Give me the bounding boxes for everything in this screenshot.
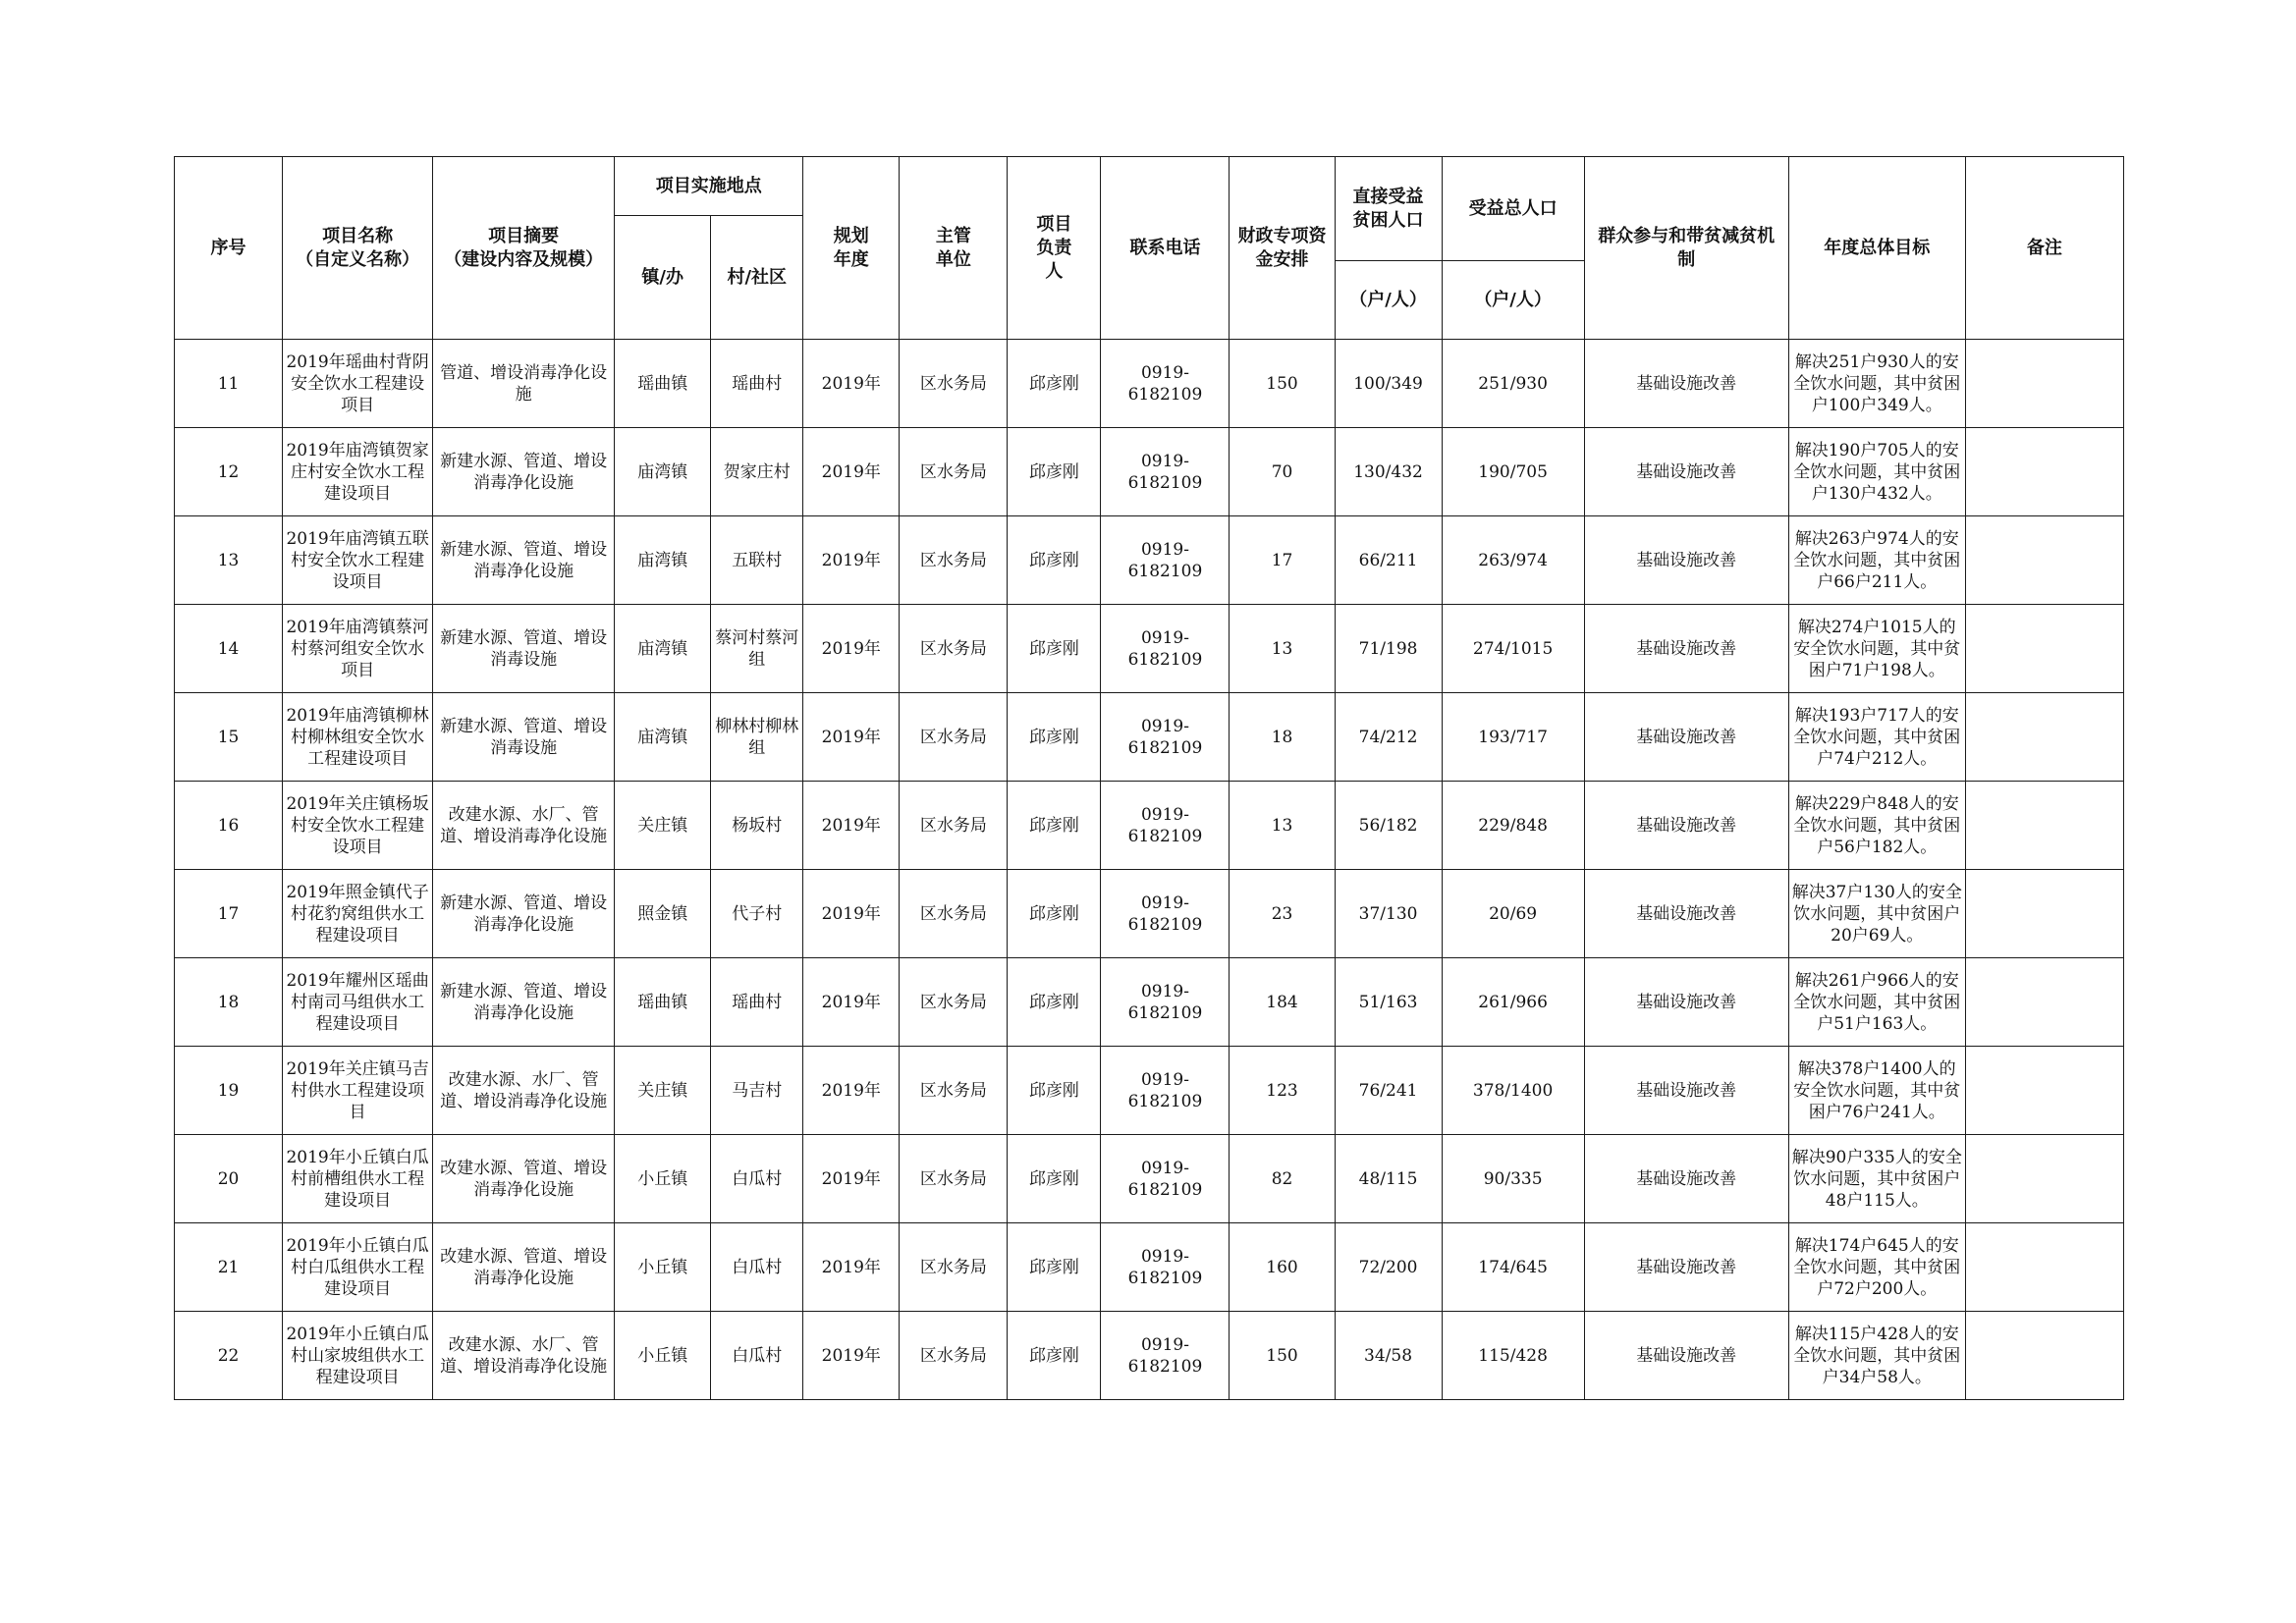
cell-total-pop: 251/930 [1442,340,1584,428]
cell-remark [1965,1047,2123,1135]
cell-phone: 0919-6182109 [1101,782,1230,870]
cell-summary: 新建水源、管道、增设消毒净化设施 [433,516,615,605]
cell-total-pop: 229/848 [1442,782,1584,870]
cell-phone: 0919-6182109 [1101,605,1230,693]
cell-mechanism: 基础设施改善 [1584,1312,1788,1400]
cell-mechanism: 基础设施改善 [1584,428,1788,516]
cell-town: 小丘镇 [615,1223,711,1312]
header-total-pop: 受益总人口 [1442,157,1584,261]
cell-mechanism: 基础设施改善 [1584,782,1788,870]
cell-person: 邱彦刚 [1008,782,1101,870]
cell-name: 2019年关庄镇杨坂村安全饮水工程建设项目 [283,782,433,870]
cell-poor-pop: 130/432 [1335,428,1442,516]
cell-person: 邱彦刚 [1008,516,1101,605]
cell-goal: 解决193户717人的安全饮水问题，其中贫困户74户212人。 [1788,693,1965,782]
cell-summary: 新建水源、管道、增设消毒设施 [433,605,615,693]
cell-year: 2019年 [803,693,900,782]
cell-mechanism: 基础设施改善 [1584,340,1788,428]
cell-phone: 0919-6182109 [1101,693,1230,782]
cell-funds: 70 [1230,428,1335,516]
cell-total-pop: 263/974 [1442,516,1584,605]
cell-funds: 13 [1230,782,1335,870]
cell-year: 2019年 [803,958,900,1047]
header-village: 村/社区 [711,216,803,340]
cell-funds: 17 [1230,516,1335,605]
header-poor-unit: （户/人） [1335,261,1442,340]
cell-poor-pop: 48/115 [1335,1135,1442,1223]
cell-remark [1965,1223,2123,1312]
cell-name: 2019年小丘镇白瓜村山家坡组供水工程建设项目 [283,1312,433,1400]
cell-person: 邱彦刚 [1008,428,1101,516]
cell-poor-pop: 76/241 [1335,1047,1442,1135]
cell-town: 瑶曲镇 [615,958,711,1047]
cell-poor-pop: 74/212 [1335,693,1442,782]
cell-funds: 160 [1230,1223,1335,1312]
cell-mechanism: 基础设施改善 [1584,605,1788,693]
cell-remark [1965,1135,2123,1223]
cell-poor-pop: 37/130 [1335,870,1442,958]
table-body [175,340,2124,1400]
cell-summary: 新建水源、管道、增设消毒净化设施 [433,958,615,1047]
cell-phone: 0919-6182109 [1101,1312,1230,1400]
cell-name: 2019年照金镇代子村花豹窝组供水工程建设项目 [283,870,433,958]
cell-unit: 区水务局 [900,340,1008,428]
cell-year: 2019年 [803,428,900,516]
cell-village: 杨坂村 [711,782,803,870]
table-row [175,958,2124,1047]
cell-poor-pop: 66/211 [1335,516,1442,605]
cell-phone: 0919-6182109 [1101,340,1230,428]
header-unit: 主管 单位 [900,157,1008,340]
cell-mechanism: 基础设施改善 [1584,1223,1788,1312]
cell-poor-pop: 56/182 [1335,782,1442,870]
cell-goal: 解决115户428人的安全饮水问题，其中贫困户34户58人。 [1788,1312,1965,1400]
cell-town: 庙湾镇 [615,516,711,605]
cell-seq: 12 [175,428,283,516]
cell-name: 2019年耀州区瑶曲村南司马组供水工程建设项目 [283,958,433,1047]
cell-remark [1965,340,2123,428]
cell-funds: 13 [1230,605,1335,693]
cell-seq: 16 [175,782,283,870]
cell-poor-pop: 51/163 [1335,958,1442,1047]
cell-goal: 解决263户974人的安全饮水问题，其中贫困户66户211人。 [1788,516,1965,605]
cell-unit: 区水务局 [900,428,1008,516]
header-mechanism: 群众参与和带贫减贫机 制 [1584,157,1788,340]
table-row [175,1223,2124,1312]
cell-unit: 区水务局 [900,516,1008,605]
cell-unit: 区水务局 [900,605,1008,693]
cell-town: 小丘镇 [615,1135,711,1223]
cell-year: 2019年 [803,782,900,870]
cell-unit: 区水务局 [900,693,1008,782]
cell-goal: 解决174户645人的安全饮水问题，其中贫困户72户200人。 [1788,1223,1965,1312]
cell-person: 邱彦刚 [1008,693,1101,782]
cell-person: 邱彦刚 [1008,958,1101,1047]
cell-mechanism: 基础设施改善 [1584,958,1788,1047]
cell-total-pop: 261/966 [1442,958,1584,1047]
cell-seq: 19 [175,1047,283,1135]
cell-summary: 改建水源、管道、增设消毒净化设施 [433,1135,615,1223]
table-header [175,157,2124,340]
cell-total-pop: 378/1400 [1442,1047,1584,1135]
cell-name: 2019年庙湾镇贺家庄村安全饮水工程建设项目 [283,428,433,516]
cell-unit: 区水务局 [900,1135,1008,1223]
header-name: 项目名称 （自定义名称） [283,157,433,340]
cell-year: 2019年 [803,870,900,958]
cell-person: 邱彦刚 [1008,340,1101,428]
cell-village: 白瓜村 [711,1135,803,1223]
table-row [175,516,2124,605]
cell-total-pop: 174/645 [1442,1223,1584,1312]
cell-goal: 解决378户1400人的安全饮水问题，其中贫困户76户241人。 [1788,1047,1965,1135]
cell-year: 2019年 [803,1223,900,1312]
cell-funds: 18 [1230,693,1335,782]
cell-town: 照金镇 [615,870,711,958]
cell-remark [1965,1312,2123,1400]
cell-year: 2019年 [803,340,900,428]
cell-phone: 0919-6182109 [1101,428,1230,516]
cell-unit: 区水务局 [900,1312,1008,1400]
cell-year: 2019年 [803,1312,900,1400]
cell-person: 邱彦刚 [1008,1047,1101,1135]
cell-person: 邱彦刚 [1008,1312,1101,1400]
header-goal: 年度总体目标 [1788,157,1965,340]
cell-funds: 150 [1230,1312,1335,1400]
cell-phone: 0919-6182109 [1101,958,1230,1047]
cell-name: 2019年庙湾镇五联村安全饮水工程建设项目 [283,516,433,605]
cell-remark [1965,428,2123,516]
cell-name: 2019年小丘镇白瓜村前槽组供水工程建设项目 [283,1135,433,1223]
table-row [175,1135,2124,1223]
cell-goal: 解决90户335人的安全饮水问题，其中贫困户48户115人。 [1788,1135,1965,1223]
cell-village: 马吉村 [711,1047,803,1135]
cell-funds: 123 [1230,1047,1335,1135]
cell-goal: 解决37户130人的安全饮水问题，其中贫困户20户69人。 [1788,870,1965,958]
cell-phone: 0919-6182109 [1101,516,1230,605]
header-year: 规划 年度 [803,157,900,340]
cell-summary: 改建水源、水厂、管道、增设消毒净化设施 [433,1312,615,1400]
cell-remark [1965,958,2123,1047]
cell-year: 2019年 [803,1047,900,1135]
header-person: 项目 负责 人 [1008,157,1101,340]
cell-name: 2019年瑶曲村背阴安全饮水工程建设项目 [283,340,433,428]
header-summary: 项目摘要 （建设内容及规模） [433,157,615,340]
cell-mechanism: 基础设施改善 [1584,693,1788,782]
table-row [175,782,2124,870]
table-row [175,1312,2124,1400]
header-poor-pop: 直接受益 贫困人口 [1335,157,1442,261]
project-table [174,156,2124,1400]
cell-funds: 184 [1230,958,1335,1047]
cell-remark [1965,605,2123,693]
cell-goal: 解决261户966人的安全饮水问题，其中贫困户51户163人。 [1788,958,1965,1047]
cell-village: 柳林村柳林组 [711,693,803,782]
cell-town: 庙湾镇 [615,605,711,693]
cell-total-pop: 190/705 [1442,428,1584,516]
cell-town: 瑶曲镇 [615,340,711,428]
table-row [175,428,2124,516]
cell-funds: 82 [1230,1135,1335,1223]
cell-summary: 新建水源、管道、增设消毒净化设施 [433,870,615,958]
cell-unit: 区水务局 [900,782,1008,870]
cell-mechanism: 基础设施改善 [1584,1135,1788,1223]
cell-phone: 0919-6182109 [1101,870,1230,958]
table-row [175,1047,2124,1135]
cell-seq: 13 [175,516,283,605]
table-row [175,870,2124,958]
cell-person: 邱彦刚 [1008,1223,1101,1312]
cell-summary: 改建水源、水厂、管道、增设消毒净化设施 [433,782,615,870]
cell-unit: 区水务局 [900,1047,1008,1135]
cell-poor-pop: 72/200 [1335,1223,1442,1312]
cell-remark [1965,782,2123,870]
cell-village: 代子村 [711,870,803,958]
header-total-unit: （户/人） [1442,261,1584,340]
cell-seq: 14 [175,605,283,693]
cell-summary: 管道、增设消毒净化设施 [433,340,615,428]
cell-poor-pop: 34/58 [1335,1312,1442,1400]
cell-summary: 新建水源、管道、增设消毒设施 [433,693,615,782]
cell-town: 庙湾镇 [615,693,711,782]
cell-seq: 11 [175,340,283,428]
cell-seq: 22 [175,1312,283,1400]
cell-total-pop: 193/717 [1442,693,1584,782]
cell-remark [1965,693,2123,782]
cell-unit: 区水务局 [900,958,1008,1047]
cell-phone: 0919-6182109 [1101,1135,1230,1223]
cell-mechanism: 基础设施改善 [1584,516,1788,605]
cell-name: 2019年关庄镇马吉村供水工程建设项目 [283,1047,433,1135]
header-town: 镇/办 [615,216,711,340]
cell-total-pop: 20/69 [1442,870,1584,958]
cell-unit: 区水务局 [900,1223,1008,1312]
cell-total-pop: 90/335 [1442,1135,1584,1223]
cell-remark [1965,870,2123,958]
cell-seq: 21 [175,1223,283,1312]
cell-village: 贺家庄村 [711,428,803,516]
cell-phone: 0919-6182109 [1101,1223,1230,1312]
cell-town: 关庄镇 [615,1047,711,1135]
cell-seq: 15 [175,693,283,782]
cell-total-pop: 115/428 [1442,1312,1584,1400]
cell-year: 2019年 [803,516,900,605]
header-phone: 联系电话 [1101,157,1230,340]
cell-town: 庙湾镇 [615,428,711,516]
cell-poor-pop: 71/198 [1335,605,1442,693]
cell-seq: 17 [175,870,283,958]
cell-mechanism: 基础设施改善 [1584,1047,1788,1135]
cell-summary: 改建水源、水厂、管道、增设消毒净化设施 [433,1047,615,1135]
cell-summary: 新建水源、管道、增设消毒净化设施 [433,428,615,516]
cell-name: 2019年庙湾镇柳林村柳林组安全饮水工程建设项目 [283,693,433,782]
cell-town: 小丘镇 [615,1312,711,1400]
cell-village: 五联村 [711,516,803,605]
header-location: 项目实施地点 [615,157,803,216]
cell-village: 瑶曲村 [711,340,803,428]
cell-name: 2019年庙湾镇蔡河村蔡河组安全饮水项目 [283,605,433,693]
cell-person: 邱彦刚 [1008,1135,1101,1223]
cell-goal: 解决274户1015人的安全饮水问题，其中贫困户71户198人。 [1788,605,1965,693]
cell-person: 邱彦刚 [1008,870,1101,958]
cell-village: 白瓜村 [711,1312,803,1400]
cell-summary: 改建水源、管道、增设消毒净化设施 [433,1223,615,1312]
cell-goal: 解决229户848人的安全饮水问题，其中贫困户56户182人。 [1788,782,1965,870]
cell-funds: 150 [1230,340,1335,428]
cell-goal: 解决190户705人的安全饮水问题，其中贫困户130户432人。 [1788,428,1965,516]
cell-year: 2019年 [803,605,900,693]
table-row [175,340,2124,428]
cell-town: 关庄镇 [615,782,711,870]
cell-village: 瑶曲村 [711,958,803,1047]
cell-year: 2019年 [803,1135,900,1223]
cell-village: 蔡河村蔡河组 [711,605,803,693]
cell-seq: 20 [175,1135,283,1223]
cell-remark [1965,516,2123,605]
cell-mechanism: 基础设施改善 [1584,870,1788,958]
table-row [175,605,2124,693]
header-remark: 备注 [1965,157,2123,340]
cell-funds: 23 [1230,870,1335,958]
table-row [175,693,2124,782]
cell-person: 邱彦刚 [1008,605,1101,693]
cell-poor-pop: 100/349 [1335,340,1442,428]
header-funds: 财政专项资 金安排 [1230,157,1335,340]
cell-goal: 解决251户930人的安全饮水问题，其中贫困户100户349人。 [1788,340,1965,428]
header-seq: 序号 [175,157,283,340]
cell-phone: 0919-6182109 [1101,1047,1230,1135]
cell-total-pop: 274/1015 [1442,605,1584,693]
cell-seq: 18 [175,958,283,1047]
cell-village: 白瓜村 [711,1223,803,1312]
cell-unit: 区水务局 [900,870,1008,958]
cell-name: 2019年小丘镇白瓜村白瓜组供水工程建设项目 [283,1223,433,1312]
